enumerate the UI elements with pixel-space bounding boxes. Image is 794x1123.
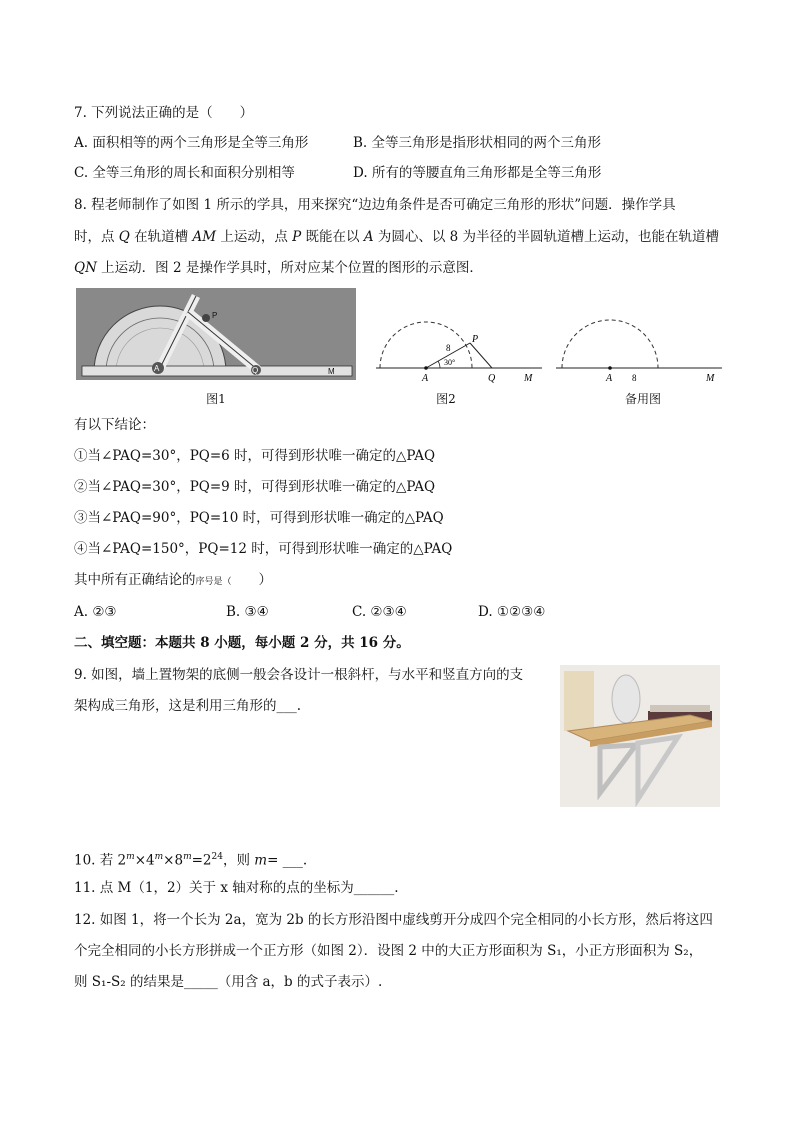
- q7-option-d: D. 所有的等腰直角三角形都是全等三角形: [353, 165, 602, 181]
- figure3-caption: 备用图: [624, 392, 661, 406]
- figure1-photo: [76, 288, 356, 380]
- label-eight: 8: [446, 343, 451, 353]
- label-a: A: [422, 373, 429, 384]
- conclusion-intro: 有以下结论：: [74, 417, 155, 433]
- label-q: Q: [488, 373, 496, 384]
- shelf-photo: [560, 665, 720, 807]
- q8-line1: 8. 程老师制作了如图 1 所示的学具，用来探究“边边角条件是否可确定三角形的形状”问题．操作学具: [74, 197, 676, 213]
- label-m: M: [524, 373, 533, 384]
- vase: [612, 675, 640, 723]
- q12-line2: 个完全相同的小长方形拼成一个正方形（如图 2）．设图 2 中的大正方形面积为 S₁，小正方形面积为 S₂，: [74, 943, 703, 959]
- point-a: [424, 366, 428, 370]
- svg-text:A: A: [154, 364, 160, 373]
- q10-line: 10. 若 $2^m\times 4^m\times 8^m=2^{24}$，则 m= ___.: [74, 852, 308, 869]
- q8-option-a: A. ②③: [74, 604, 117, 620]
- semicircle-track: [380, 322, 472, 368]
- angle-arc: [438, 361, 440, 368]
- q8-line2: 时，点 Q 在轨道槽 AM 上运动，点 P 既能在以 A 为圆心、以 8 为半径的半圆轨道槽上运动，也能在轨道槽: [74, 229, 720, 245]
- q9-line2: 架构成三角形，这是利用三角形的___.: [74, 698, 302, 714]
- conclusion-2: ②当∠PAQ=30°，PQ=9 时，可得到形状唯一确定的△PAQ: [74, 479, 436, 495]
- point-a: [608, 366, 612, 370]
- svg-text:P: P: [212, 311, 218, 320]
- svg-text:M: M: [328, 367, 335, 376]
- q8-option-d: D. ①②③④: [478, 604, 546, 620]
- q8-ask: 其中所有正确结论的序号是（ ）: [74, 572, 273, 588]
- label-angle: 30°: [444, 358, 456, 367]
- conclusion-3: ③当∠PAQ=90°，PQ=10 时，可得到形状唯一确定的△PAQ: [74, 510, 444, 526]
- semicircle-track: [562, 320, 658, 368]
- q11-line: 11. 点 M（1，2）关于 x 轴对称的点的坐标为______.: [74, 880, 399, 896]
- figure3-diagram: [552, 288, 724, 388]
- q7-stem: 7. 下列说法正确的是（ ）: [74, 105, 254, 121]
- figure2-caption: 图2: [436, 392, 456, 406]
- q7-option-a: A. 面积相等的两个三角形是全等三角形: [74, 135, 309, 151]
- label-m: M: [706, 373, 715, 384]
- q12-line1: 12. 如图 1，将一个长为 2a，宽为 2b 的长方形沿图中虚线剪开分成四个完全相同的小长方形，然后将这四: [74, 912, 713, 928]
- figure1-caption: 图1: [206, 392, 226, 406]
- label-a: A: [606, 373, 613, 384]
- q7-option-b: B. 全等三角形是指形状相同的两个三角形: [353, 135, 602, 151]
- segment-pq: [470, 343, 492, 368]
- label-eight: 8: [632, 373, 637, 383]
- label-p: P: [472, 334, 479, 345]
- q12-line3: 则 S₁-S₂ 的结果是_____（用含 a，b 的式子表示）.: [74, 974, 383, 990]
- conclusion-1: ①当∠PAQ=30°，PQ=6 时，可得到形状唯一确定的△PAQ: [74, 448, 436, 464]
- q8-option-b: B. ③④: [226, 604, 269, 620]
- protractor-tool-image: [76, 288, 356, 380]
- q8-line3: QN 上运动．图 2 是操作学具时，所对应某个位置的图形的示意图．: [74, 260, 483, 276]
- section2-heading: 二、填空题：本题共 8 小题，每小题 2 分，共 16 分。: [74, 635, 410, 651]
- svg-text:Q: Q: [252, 366, 259, 375]
- figure2-diagram: [372, 288, 544, 388]
- q9-line1: 9. 如图，墙上置物架的底侧一般会各设计一根斜杆，与水平和竖直方向的支: [74, 667, 524, 683]
- q7-option-c: C. 全等三角形的周长和面积分别相等: [74, 165, 295, 181]
- q8-option-c: C. ②③④: [352, 604, 407, 620]
- conclusion-4: ④当∠PAQ=150°，PQ=12 时，可得到形状唯一确定的△PAQ: [74, 541, 453, 557]
